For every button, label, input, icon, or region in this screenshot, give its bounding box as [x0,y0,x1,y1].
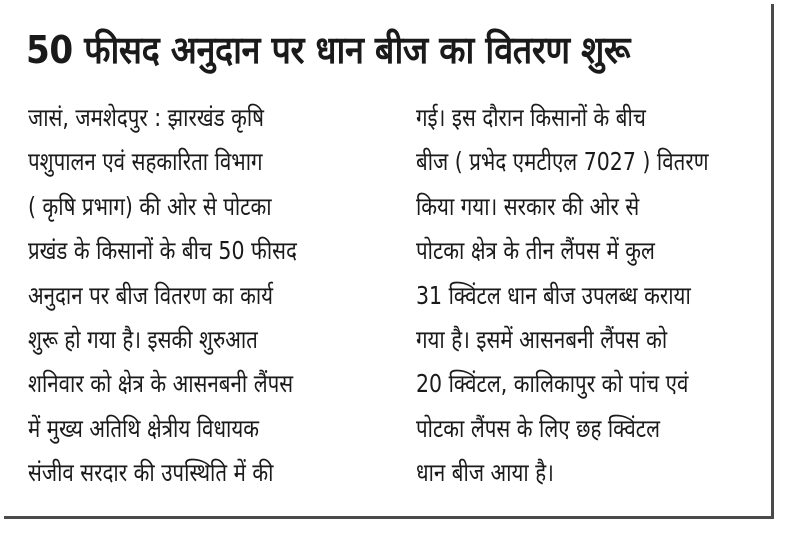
text-line: संजीव सरदार की उपस्थिति में की [28,458,274,488]
text-line: गई। इस दौरान किसानों के बीच [416,103,646,132]
text-line: में मुख्य अतिथि क्षेत्रीय विधायक [28,413,260,443]
text-line: प्रखंड के किसानों के बीच 50 फीसद [28,236,297,266]
text-line: शुरू हो गया है। इसकी शुरुआत [28,324,258,354]
headline: 50 फीसद अनुदान पर धान बीज का वितरण शुरू [26,28,631,72]
text-line: पशुपालन एवं सहकारिता विभाग [28,147,263,177]
text-line: किया गया। सरकार की ओर से [416,191,640,221]
text-line: गया है। इसमें आसनबनी लैंपस को [416,324,668,354]
text-line: 20 क्विंटल, कालिकापुर को पांच एवं [416,369,689,399]
text-line: धान बीज आया है। [416,458,554,488]
text-line: पोटका क्षेत्र के तीन लैंपस में कुल [416,236,655,266]
news-clipping [4,4,774,519]
text-line: अनुदान पर बीज वितरण का कार्य [28,280,274,310]
text-line: जासं, जमशेदपुर : झारखंड कृषि [28,103,265,132]
text-line: ( कृषि प्रभाग) की ओर से पोटका [28,191,272,221]
article-column-left [28,96,297,496]
text-line: बीज ( प्रभेद एमटीएल 7027 ) वितरण [416,147,709,177]
text-line: 31 क्विंटल धान बीज उपलब्ध कराया [416,280,691,310]
article-column-right [416,96,709,496]
text-line: पोटका लैंपस के लिए छह क्विंटल [416,413,660,443]
text-line: शनिवार को क्षेत्र के आसनबनी लैंपस [28,369,294,399]
